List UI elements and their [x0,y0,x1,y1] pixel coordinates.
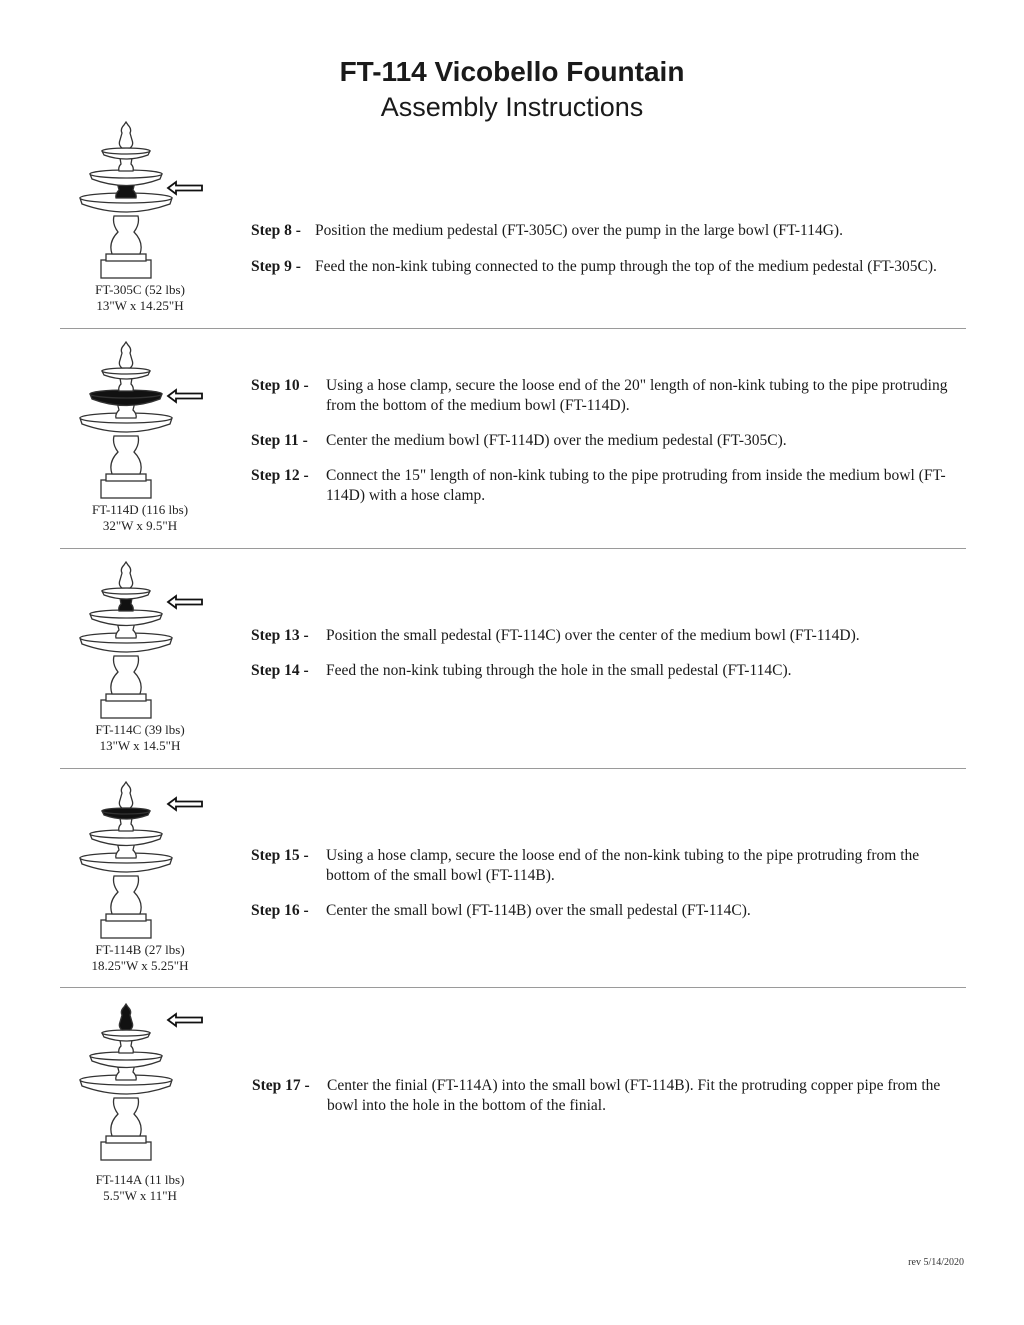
small-pedestal [119,158,134,171]
step-text: Center the finial (FT-114A) into the small bowl (FT-114B). Fit the protruding copper pipe from the bowl into the hole in the bottom of the finial. [327,1077,941,1114]
finial [119,782,132,808]
part-dimensions: 32"W x 9.5"H [102,518,178,533]
small-pedestal-highlighted [119,598,134,611]
left-arrow-icon [168,1014,202,1026]
step-label: Step 15 - [251,847,309,864]
small-bowl [102,148,150,159]
finial [119,342,132,368]
fountain-diagram-icon [70,1000,210,1162]
finial-highlighted [119,1004,132,1030]
small-bowl [102,368,150,379]
step-label: Step 13 - [251,627,309,644]
part-caption [55,502,225,534]
plinth [101,1136,151,1160]
part-caption [55,722,225,754]
section-divider [60,987,966,988]
part-caption [55,942,225,974]
small-pedestal [119,1040,134,1053]
plinth [101,694,151,718]
part-name-weight: FT-114B (27 lbs) [95,942,185,957]
step-label: Step 12 - [251,467,309,484]
fountain-diagram-icon [70,338,210,500]
page-subtitle: Assembly Instructions [380,92,644,122]
medium-bowl [90,830,162,846]
step-text: Position the medium pedestal (FT-305C) over the pump in the large bowl (FT-114G). [315,222,843,239]
plinth [101,474,151,498]
small-bowl-highlighted [102,808,150,819]
step-text: Center the small bowl (FT-114B) over the small pedestal (FT-114C). [326,902,751,919]
plinth [101,914,151,938]
step-text: Using a hose clamp, secure the loose end of the 20" length of non-kink tubing to the pipe protruding from the bottom of the medium bowl (FT-114D). [326,377,948,414]
part-name-weight: FT-114C (39 lbs) [95,722,185,737]
step-label: Step 11 - [251,432,308,449]
fountain-diagram-icon [70,778,210,940]
small-pedestal [119,818,134,831]
step-text: Feed the non-kink tubing connected to the pump through the top of the medium pedestal (FT-305C). [315,258,937,275]
step-text: Connect the 15" length of non-kink tubing to the pipe protruding from inside the medium bowl (FT-114D) with a hose clamp. [326,467,946,504]
part-dimensions: 5.5"W x 11"H [103,1188,177,1203]
large-pedestal [111,656,141,694]
step-label: Step 10 - [251,377,309,394]
medium-bowl [90,1052,162,1068]
section-divider [60,548,966,549]
part-name-weight: FT-114D (116 lbs) [91,502,189,517]
step-text: Center the medium bowl (FT-114D) over the medium pedestal (FT-305C). [326,432,787,449]
part-dimensions: 18.25"W x 5.25"H [91,958,189,973]
large-pedestal [111,1098,141,1136]
part-dimensions: 13"W x 14.25"H [96,298,184,313]
section-divider [60,768,966,769]
part-caption [55,1172,225,1204]
revision-date: rev 5/14/2020 [908,1257,964,1268]
plinth [101,254,151,278]
left-arrow-icon [168,390,202,402]
part-caption [55,282,225,314]
fountain-diagram-icon [70,558,210,720]
large-pedestal [111,436,141,474]
step-text: Position the small pedestal (FT-114C) over the center of the medium bowl (FT-114D). [326,627,860,644]
small-bowl [102,588,150,599]
step-text: Feed the non-kink tubing through the hole in the small pedestal (FT-114C). [326,662,792,679]
step-label: Step 16 - [251,902,309,919]
medium-bowl [90,610,162,626]
small-bowl [102,1030,150,1041]
large-pedestal [111,876,141,914]
left-arrow-icon [168,182,202,194]
step-text: Using a hose clamp, secure the loose end of the non-kink tubing to the pipe protruding from the bottom of the small bowl (FT-114B). [326,847,920,884]
fountain-diagram-icon [70,118,210,280]
left-arrow-icon [168,798,202,810]
large-pedestal [111,216,141,254]
section-divider [60,328,966,329]
finial [119,122,132,148]
medium-bowl-highlighted [90,390,162,406]
small-pedestal [119,378,134,391]
finial [119,562,132,588]
step-label: Step 9 - [251,258,301,275]
medium-bowl [90,170,162,186]
left-arrow-icon [168,596,202,608]
step-label: Step 17 - [252,1077,310,1094]
part-name-weight: FT-114A (11 lbs) [95,1172,185,1187]
part-dimensions: 13"W x 14.5"H [99,738,181,753]
part-name-weight: FT-305C (52 lbs) [95,282,185,297]
step-label: Step 8 - [251,222,301,239]
page-title: FT-114 Vicobello Fountain [339,56,685,87]
step-label: Step 14 - [251,662,309,679]
